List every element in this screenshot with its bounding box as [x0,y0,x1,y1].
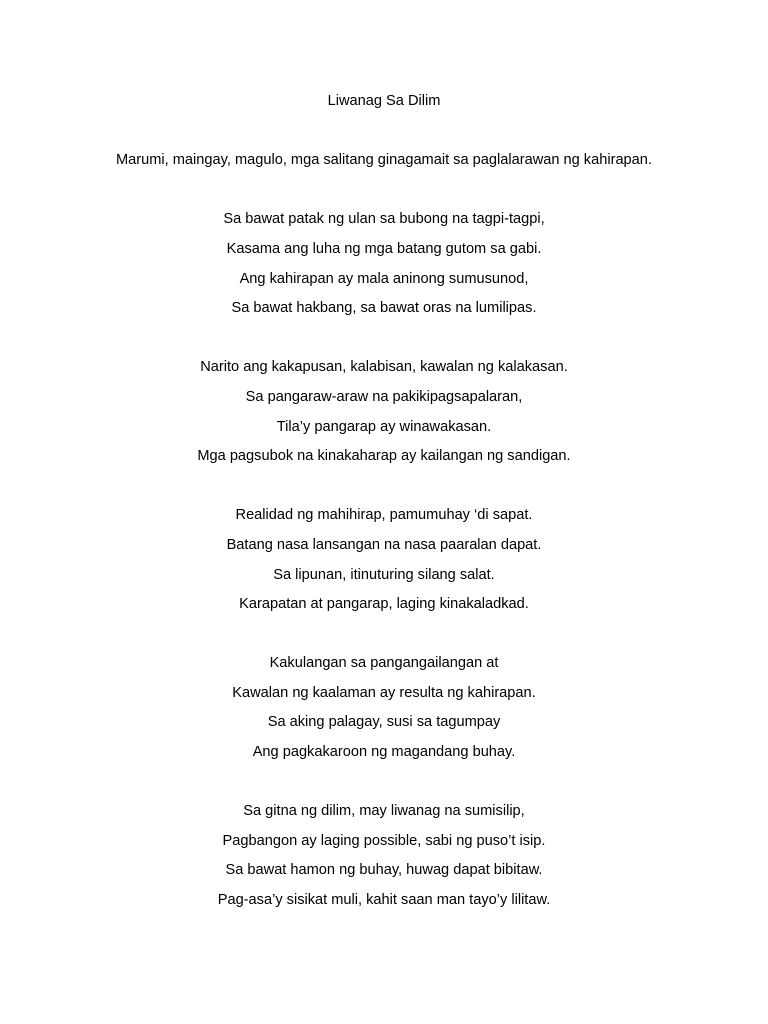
poem-line: Sa lipunan, itinuturing silang salat. [273,566,495,583]
poem-line: Kakulangan sa pangangailangan at [269,655,499,672]
poem-line: Pag-asa’y sisikat muli, kahit saan man tayo’y lilitaw. [217,892,551,909]
poem-line: Sa pangaraw-araw na pakikipagsapalaran, [245,388,523,405]
poem-title: Liwanag Sa Dilim [327,93,441,109]
spacer [0,625,768,655]
poem-line: Tila’y pangarap ay winawakasan. [276,418,492,435]
poem-line: Sa aking palagay, susi sa tagumpay [267,714,501,731]
poem-line: Karapatan at pangarap, laging kinakaladkad. [239,596,529,613]
poem-line: Kasama ang luha ng mga batang gutom sa gabi. [226,240,542,257]
stanza-2 [0,358,768,466]
stanza-1 [0,210,768,318]
poem-line: Sa bawat patak ng ulan sa bubong na tagpi-tagpi, [223,211,545,228]
poem-line: Pagbangon ay laging possible, sabi ng puso’t isip. [222,832,546,849]
spacer [0,773,768,803]
poem-line: Sa gitna ng dilim, may liwanag na sumisilip, [243,803,525,820]
stanza-5 [0,802,768,910]
stanza-3 [0,506,768,614]
poem-line: Realidad ng mahihirap, pamumuhay ‘di sapat. [235,507,533,524]
spacer [0,329,768,359]
poem-line: Sa bawat hakbang, sa bawat oras na lumilipas. [231,300,537,317]
poem-line: Ang pagkakaroon ng magandang buhay. [252,744,516,761]
poem-line: Batang nasa lansangan na nasa paaralan dapat. [226,536,542,553]
poem-line: Mga pagsubok na kinakaharap ay kailangan ng sandigan. [197,448,571,465]
poem-line: Sa bawat hamon ng buhay, huwag dapat bibitaw. [225,862,543,879]
poem-intro: Marumi, maingay, magulo, mga salitang ginagamait sa paglalarawan ng kahirapan. [116,152,652,169]
spacer [0,122,768,152]
poem-line: Kawalan ng kaalaman ay resulta ng kahirapan. [232,684,536,701]
poem-line: Narito ang kakapusan, kalabisan, kawalan ng kalakasan. [200,359,568,376]
spacer [0,181,768,211]
spacer [0,477,768,507]
stanza-4 [0,654,768,762]
poem-line: Ang kahirapan ay mala aninong sumusunod, [239,270,529,287]
